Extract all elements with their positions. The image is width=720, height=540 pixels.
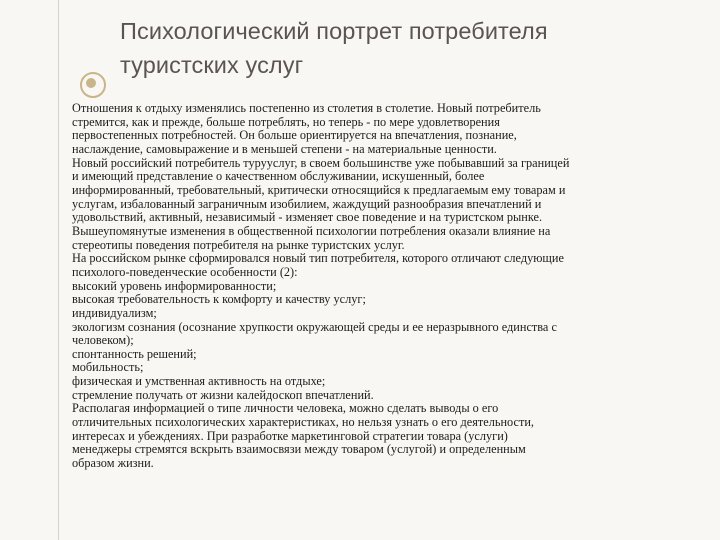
body-line: наслаждение, самовыражение и в меньшей степени - на материальные ценности. — [72, 141, 497, 156]
slide-title — [120, 14, 680, 82]
body-line: удовольствий, активный, независимый - изменяет свое поведение и на туристском рынке. — [72, 210, 543, 225]
body-line: стремление получать от жизни калейдоскоп впечатлений. — [72, 387, 374, 402]
body-line: Новый российский потребитель турууслуг, в своем большинстве уже побывавший за границей — [72, 155, 570, 170]
body-line: физическая и умственная активность на отдыхе; — [72, 374, 326, 389]
body-line: индивидуализм; — [72, 305, 157, 320]
body-line: интересах и убеждениях. При разработке маркетинговой стратегии товара (услуги) — [72, 428, 508, 443]
body-line: мобильность; — [72, 360, 144, 375]
body-line: Располагая информацией о типе личности человека, можно сделать выводы о его — [72, 401, 499, 416]
body-line: психолого-поведенческие особенности (2): — [72, 264, 298, 279]
body-line: образом жизни. — [72, 456, 154, 471]
body-line: менеджеры стремятся вскрыть взаимосвязи между товаром (услугой) и определенным — [72, 442, 526, 457]
body-line: человеком); — [72, 333, 134, 348]
body-line: Вышеупомянутые изменения в общественной психологии потребления оказали влияние на — [72, 223, 551, 238]
body-line: На российском рынке сформировался новый тип потребителя, которого отличают следующие — [72, 251, 564, 266]
body-line: высокий уровень информированности; — [72, 278, 277, 293]
body-line: первостепенных потребностей. Он больше ориентируется на впечатления, познание, — [72, 128, 517, 143]
body-line: стереотипы поведения потребителя на рынке туристских услуг. — [72, 237, 405, 252]
body-line: отличительных психологических характеристиках, но нельзя узнать о его деятельности, — [72, 415, 535, 430]
body-line: высокая требовательность к комфорту и качеству услуг; — [72, 292, 366, 307]
body-text — [72, 102, 697, 471]
body-line: стремится, как и прежде, больше потреблять, но теперь - по мере удовлетворения — [72, 114, 500, 129]
body-line: спонтанность решений; — [72, 346, 197, 361]
body-line: и имеющий представление о качественном обслуживании, искушенный, более — [72, 169, 485, 184]
bullet-dot-icon — [86, 78, 96, 88]
body-line: информированный, требовательный, критически относящийся к предлагаемым ему товарам и — [72, 182, 566, 197]
title-line-2: туристских услуг — [120, 52, 304, 78]
body-line: Отношения к отдыху изменялись постепенно из столетия в столетие. Новый потребитель — [72, 101, 541, 115]
body-line: услугам, избалованный заграничным изобилием, жаждущий разнообразия впечатлений и — [72, 196, 542, 211]
title-line-1: Психологический портрет потребителя — [120, 18, 548, 44]
body-line: экологизм сознания (осознание хрупкости окружающей среды и ее неразрывного единства с — [72, 319, 557, 334]
